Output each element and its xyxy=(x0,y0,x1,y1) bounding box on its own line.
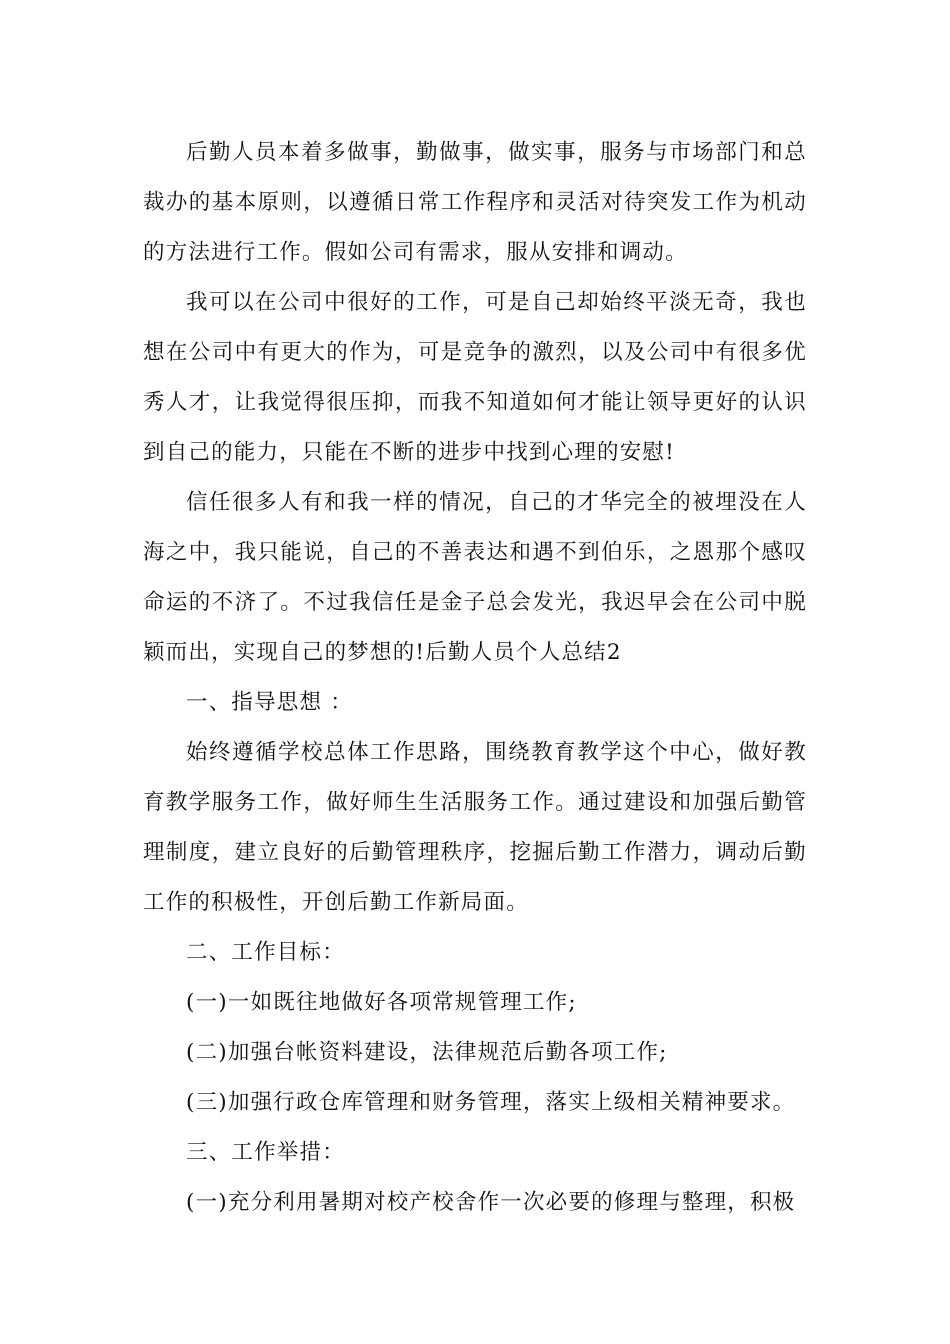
goal-item-3: (三)加强行政仓库管理和财务管理，落实上级相关精神要求。 xyxy=(186,1090,796,1115)
paragraph-ambition: 我可以在公司中很好的工作，可是自己却始终平淡无奇，我也想在公司中有更大的作为，可是竞争的激烈，以及公司中有很多优秀人才，让我觉得很压抑，而我不知道如何才能让领导更好的认识到自己的能力，只能在不断的进步中找到心理的安慰! xyxy=(143,290,807,465)
paragraph-belief: 信任很多人有和我一样的情况，自己的才华完全的被埋没在人海之中，我只能说，自己的不善表达和遇不到伯乐，之恩那个感叹命运的不济了。不过我信任是金子总会发光，我迟早会在公司中脱颖而出，实现自己的梦想的!后勤人员个人总结2 xyxy=(143,490,807,665)
goal-item-2: (二)加强台帐资料建设，法律规范后勤各项工作; xyxy=(186,1040,668,1065)
document-page xyxy=(143,128,807,1228)
measure-item-1: (一)充分利用暑期对校产校舍作一次必要的修理与整理，积极 xyxy=(186,1190,796,1215)
paragraph-intro: 后勤人员本着多做事，勤做事，做实事，服务与市场部门和总裁办的基本原则，以遵循日常工作程序和灵活对待突发工作为机动的方法进行工作。假如公司有需求，服从安排和调动。 xyxy=(143,140,807,265)
section-heading-work-measures: 三、工作举措： xyxy=(186,1140,345,1165)
section-heading-guiding-ideology: 一、指导思想 ： xyxy=(186,690,353,715)
section-heading-work-goals: 二、工作目标： xyxy=(186,940,345,965)
paragraph-guiding-ideology: 始终遵循学校总体工作思路，围绕教育教学这个中心，做好教育教学服务工作，做好师生生活服务工作。通过建设和加强后勤管理制度，建立良好的后勤管理秩序，挖掘后勤工作潜力，调动后勤工作的积极性，开创后勤工作新局面。 xyxy=(143,740,807,915)
goal-item-1: (一)一如既往地做好各项常规管理工作; xyxy=(186,990,577,1015)
